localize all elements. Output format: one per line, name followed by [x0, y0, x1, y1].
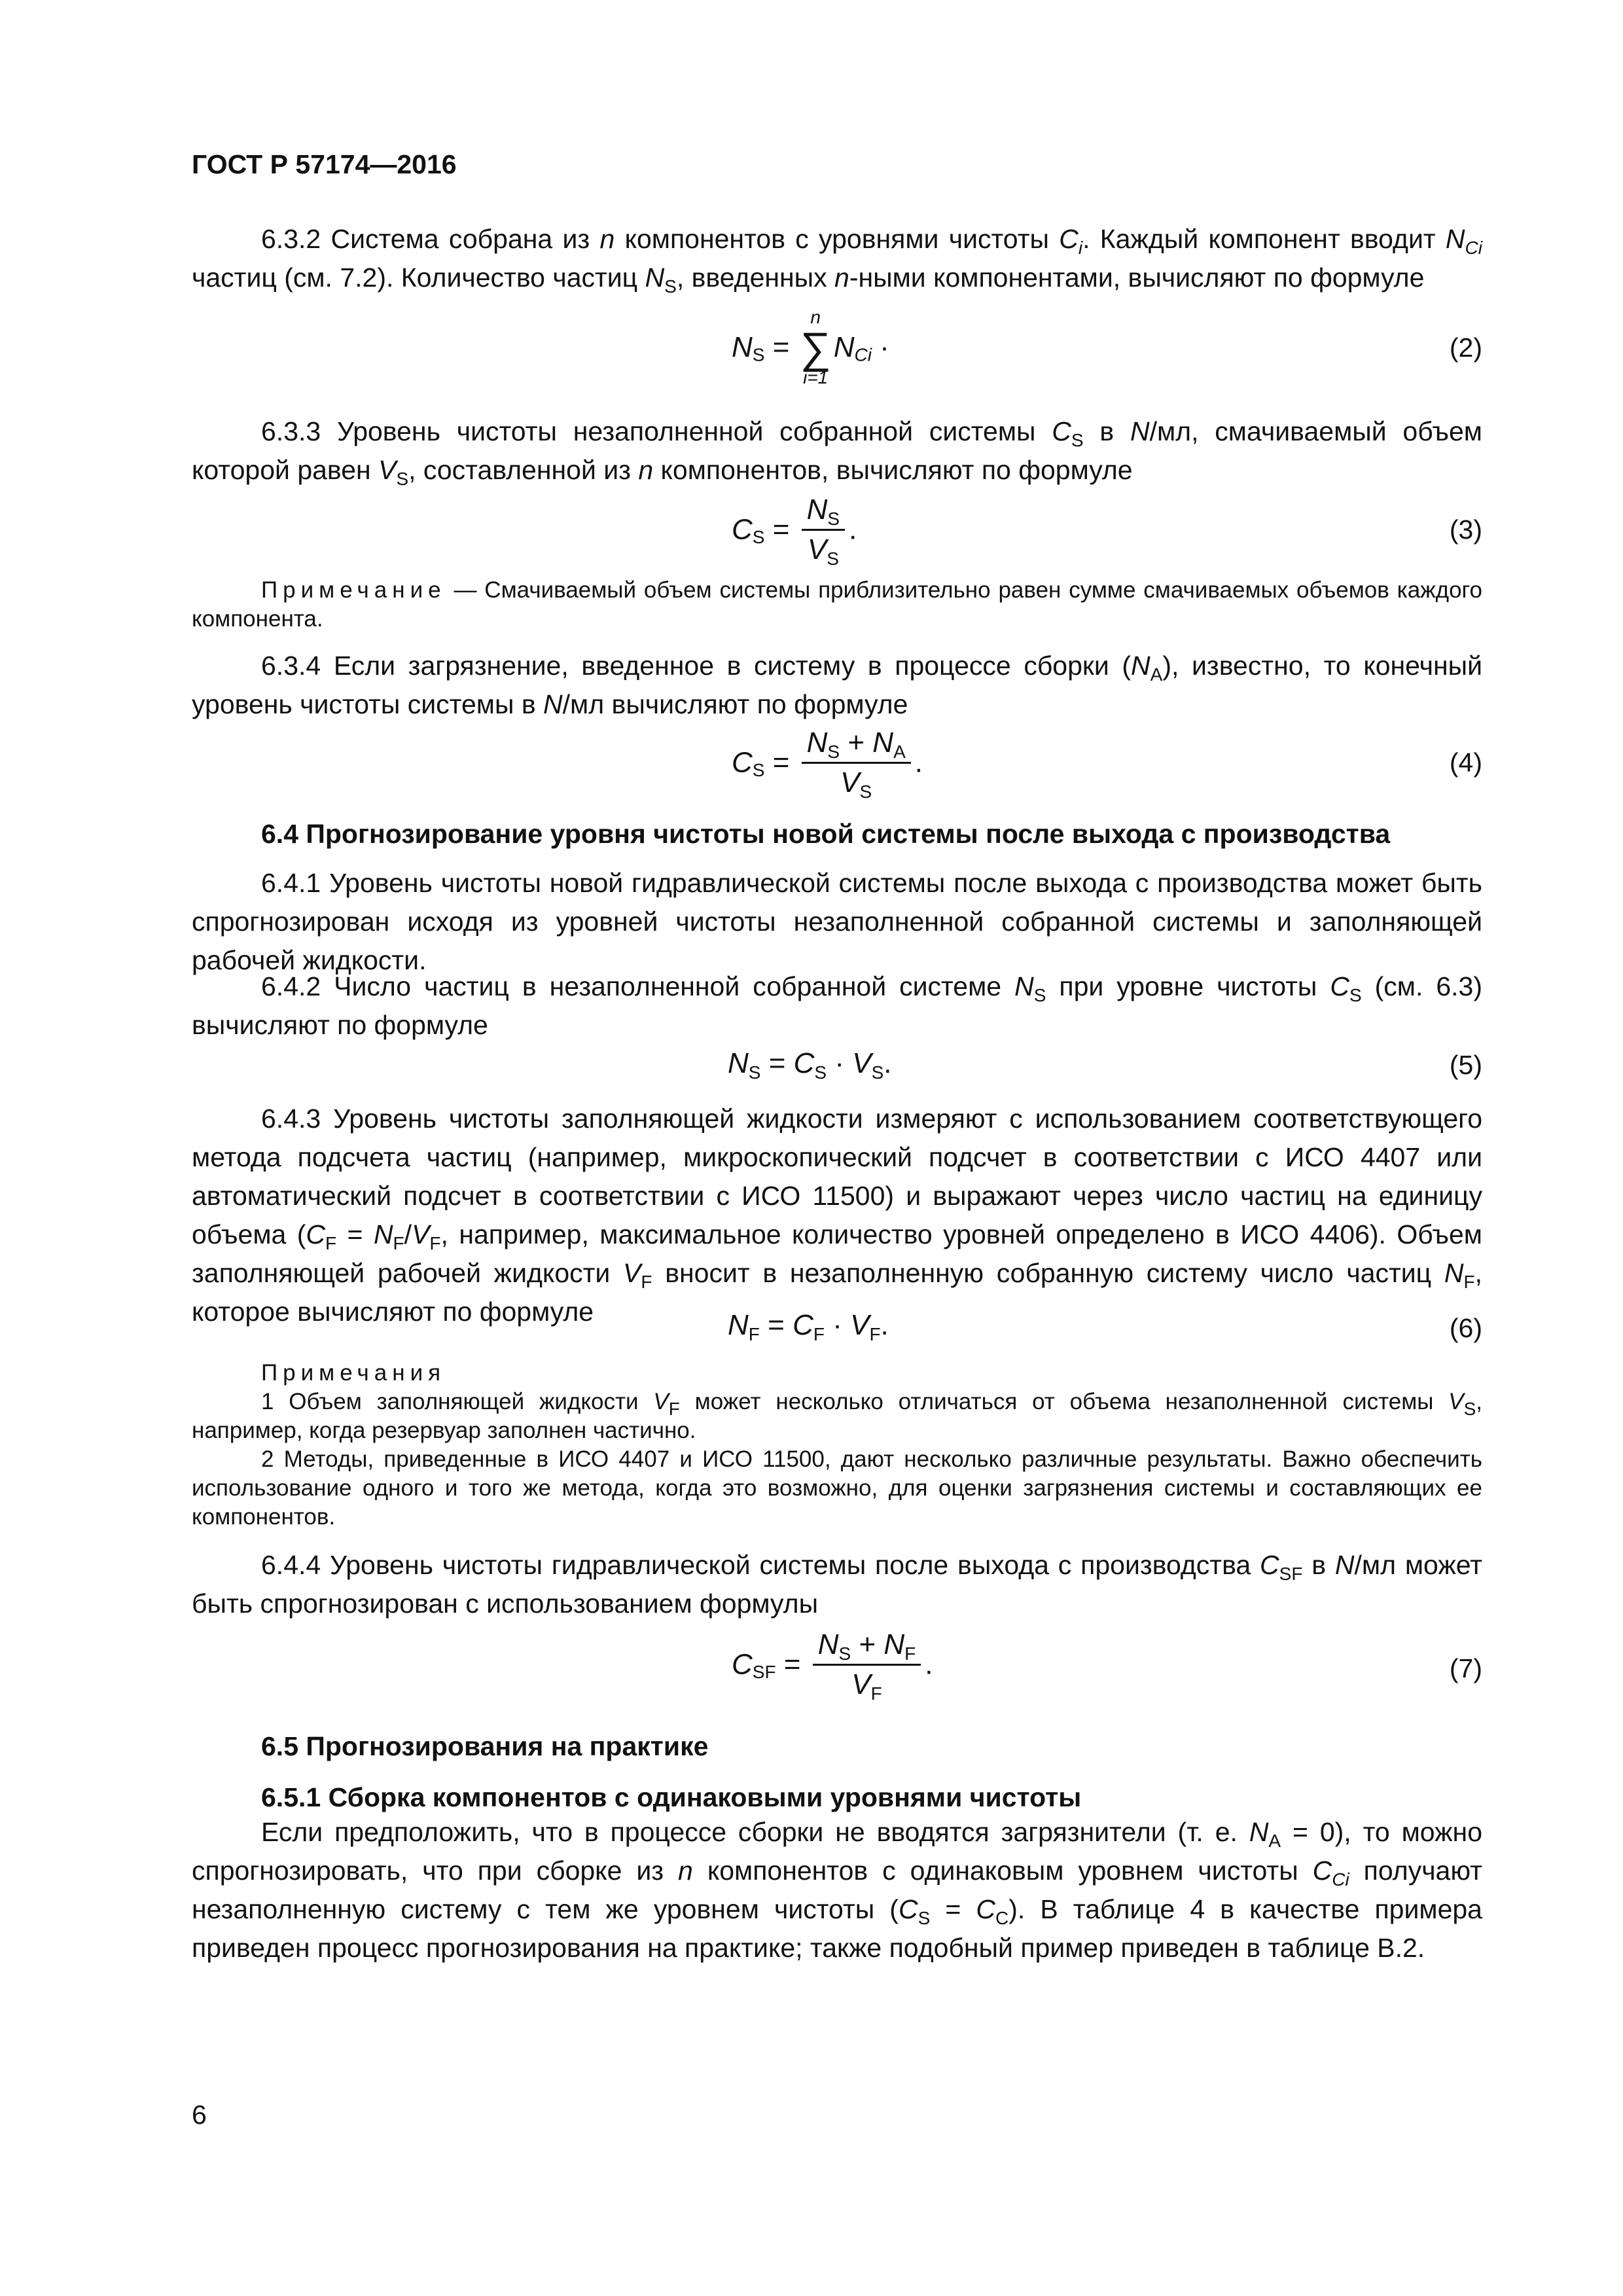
sub-a: A	[893, 742, 906, 762]
var-n: N	[728, 1309, 749, 1341]
sub-s: S	[871, 1062, 884, 1083]
var-n: N	[728, 1047, 749, 1079]
var-v: V	[840, 766, 860, 798]
var-n: N	[806, 726, 828, 759]
sub-s: S	[664, 276, 677, 296]
denominator	[802, 531, 845, 567]
standard-number: ГОСТ Р 57174—2016	[192, 149, 457, 179]
var-n: n	[834, 262, 849, 293]
var-c: C	[793, 1309, 813, 1341]
sub-s: S	[1349, 985, 1362, 1005]
formula-4	[732, 725, 923, 800]
text: компонентов с уровнями чистоты	[615, 224, 1060, 254]
text: в	[1302, 1550, 1335, 1580]
text: 1 Объем заполняющей жидкости	[261, 1389, 654, 1414]
text: -ными компонентами, вычисляют по формуле	[849, 262, 1425, 293]
sum-upper: n	[810, 307, 821, 327]
formula-6	[728, 1309, 889, 1342]
note-1	[192, 576, 1482, 634]
var-c: C	[1059, 224, 1079, 254]
paragraph-6-3-4	[192, 647, 1482, 724]
var-n: N	[872, 726, 894, 759]
var-v: V	[378, 455, 397, 485]
var-n: N	[1444, 1258, 1464, 1288]
text: может несколько отличаться от объема незаполненной системы	[679, 1389, 1449, 1414]
paragraph-6-4-1: 6.4.1 Уровень чистоты новой гидравлической системы после выхода с производства может быть спрогнозирован исходя из уровней чистоты незаполненной собранной системы и заполняющей рабочей жидкости.	[192, 868, 1482, 975]
text: 6.4.4 Уровень чистоты гидравлической системы после выхода с производства	[261, 1550, 1260, 1580]
multiply-dot: ·	[832, 1309, 842, 1341]
text: , составленной из	[408, 455, 639, 485]
period: .	[849, 513, 857, 546]
summation	[800, 308, 831, 387]
var-n: N	[543, 689, 563, 719]
var-n: N	[732, 331, 753, 363]
text: 6.3.3 Уровень чистоты незаполненной собранной системы	[261, 416, 1052, 446]
denominator	[802, 764, 911, 800]
numerator	[802, 492, 845, 531]
page-number: 6	[192, 2100, 207, 2130]
sub-f: F	[668, 1399, 680, 1419]
var-v: V	[412, 1219, 430, 1249]
sub-f: F	[393, 1233, 404, 1253]
var-c: C	[732, 1648, 753, 1681]
text: = 0), то можно спрогнозировать, что при сборке из	[192, 1817, 1483, 1886]
note-label: Примечание	[261, 577, 446, 603]
period: .	[883, 1047, 892, 1079]
period: .	[925, 1648, 933, 1681]
equation-number-6: (6)	[1449, 1313, 1482, 1343]
notes-label	[261, 1359, 446, 1388]
var-c: C	[898, 1894, 918, 1924]
sum-lower: i=1	[803, 367, 829, 387]
numerator	[802, 725, 911, 764]
text: 6.4.3 Уровень чистоты заполняющей жидкости измеряют с использованием соответствующего метода подсчета частиц (например, микроскопический подсчет в соответствии с ИСО 4407 или автоматический подсчет в соответствии с ИСО 11500) и выражают через число частиц на единицу объема (	[192, 1103, 1482, 1249]
text: при уровне чистоты	[1046, 971, 1330, 1001]
var-n: N	[1131, 651, 1150, 681]
equals-sign: =	[336, 1219, 374, 1249]
fraction	[813, 1627, 921, 1702]
paragraph-6-4-4	[192, 1546, 1482, 1623]
var-n: n	[599, 224, 615, 254]
equals-sign: =	[772, 746, 790, 779]
text: Если предположить, что в процессе сборки не вводятся загрязнители (т. е.	[261, 1817, 1249, 1847]
sub-s: S	[827, 742, 840, 762]
var-n: N	[833, 331, 855, 363]
multiply-dot: ·	[834, 1047, 844, 1079]
numerator	[813, 1627, 921, 1666]
paragraph-6-4-2	[192, 967, 1482, 1045]
sub-a: A	[1150, 664, 1163, 685]
var-n: N	[1249, 1817, 1269, 1847]
note-2-2: 2 Методы, приведенные в ИСО 4407 и ИСО 11500, дают несколько различные результаты. Важно обеспечить использование одного и того же метода, когда это возможно, для оценки загрязнения системы и составляющих ее компонентов.	[192, 1446, 1482, 1530]
var-n: N	[806, 493, 828, 526]
var-n: N	[1445, 224, 1465, 254]
equals-sign: =	[772, 513, 790, 546]
paragraph-6-5-1	[192, 1813, 1482, 1967]
sub-s: S	[918, 1908, 931, 1928]
text: 6.3.4 Если загрязнение, введенное в систему в процессе сборки (	[261, 651, 1132, 681]
text: частиц (см. 7.2). Количество частиц	[192, 262, 645, 293]
notes-label-text: Примечания	[261, 1360, 446, 1386]
sub-ci: Ci	[854, 344, 872, 365]
var-c: C	[732, 746, 753, 779]
equals-sign: =	[783, 1648, 801, 1681]
denominator	[813, 1666, 921, 1702]
sub-s: S	[396, 469, 409, 489]
sub-s: S	[827, 548, 839, 569]
text: 6.4.2 Число частиц в незаполненной собранной системе	[261, 971, 1015, 1001]
text: (см. 6.3) вычисляют по формуле	[192, 971, 1482, 1040]
var-n: N	[373, 1219, 393, 1249]
text: , например, когда резервуар заполнен частично.	[192, 1389, 1482, 1443]
sub-s: S	[752, 760, 765, 781]
var-n: n	[638, 455, 654, 485]
formula-2	[732, 308, 889, 387]
sub-s: S	[752, 527, 765, 548]
equation-number-2: (2)	[1449, 332, 1482, 363]
paragraph-6-3-2	[192, 220, 1482, 297]
var-v: V	[851, 1668, 871, 1700]
sub-s: S	[748, 1062, 761, 1083]
var-n: N	[645, 262, 665, 293]
sub-s: S	[827, 509, 840, 529]
sub-s: S	[1071, 430, 1084, 450]
text: /мл, смачиваемый объем которой равен	[192, 416, 1482, 485]
text: /мл может быть спрогнозирован с использованием формулы	[192, 1550, 1482, 1619]
text: . Каждый компонент вводит	[1082, 224, 1446, 254]
sub-f: F	[641, 1272, 652, 1292]
var-c: C	[1260, 1550, 1279, 1580]
fraction	[802, 725, 911, 800]
text: компонентов, вычисляют по формуле	[653, 455, 1133, 485]
var-v: V	[850, 1309, 870, 1341]
text: ). В таблице 4 в качестве примера приведен процесс прогнозирования на практике; также подобный пример приведен в таблице В.2.	[192, 1894, 1482, 1963]
plus-sign: +	[847, 726, 865, 759]
sub-ci: Ci	[1465, 238, 1482, 258]
formula-7	[732, 1627, 933, 1702]
sub-f: F	[870, 1683, 882, 1704]
var-n: n	[678, 1856, 693, 1886]
dot: ·	[880, 331, 889, 363]
text: компонентов с одинаковым уровнем чистоты	[692, 1856, 1313, 1886]
formula-3	[732, 492, 857, 567]
equals-sign: =	[768, 1047, 786, 1079]
text: , например, максимальное количество уровней определено в ИСО 4406). Объем заполняющей рабочей жидкости	[192, 1219, 1482, 1288]
text: ), известно, то конечный уровень чистоты системы в	[192, 651, 1482, 719]
var-c: C	[1312, 1856, 1332, 1886]
sub-s: S	[1033, 985, 1046, 1005]
plus-sign: +	[859, 1628, 876, 1660]
equation-number-4: (4)	[1449, 747, 1482, 778]
period: .	[880, 1309, 889, 1341]
note-2-1	[192, 1388, 1482, 1445]
text: 6.3.2 Система собрана из	[261, 224, 600, 254]
equation-number-3: (3)	[1449, 514, 1482, 545]
sub-s: S	[752, 344, 765, 365]
formula-5	[728, 1047, 892, 1083]
text: , которое вычисляют по формуле	[192, 1258, 1483, 1327]
sub-s: S	[1463, 1399, 1476, 1419]
sub-s: S	[814, 1062, 827, 1083]
var-n: N	[883, 1628, 905, 1660]
sub-f: F	[904, 1643, 916, 1664]
var-n: N	[1130, 416, 1150, 446]
heading-6-5: 6.5 Прогнозирования на практике	[261, 1731, 709, 1761]
sub-s: S	[838, 1643, 851, 1664]
var-n: N	[1014, 971, 1034, 1001]
var-c: C	[976, 1894, 995, 1924]
fraction	[802, 492, 845, 567]
var-v: V	[1448, 1389, 1464, 1414]
text: получают незаполненную систему с тем же уровнем чистоты (	[192, 1856, 1482, 1924]
sub-ci: Ci	[1332, 1869, 1349, 1890]
equation-number-5: (5)	[1449, 1050, 1482, 1080]
sub-i: i	[1078, 238, 1083, 258]
slash: /	[404, 1219, 412, 1249]
sub-f: F	[813, 1324, 825, 1344]
sub-f: F	[1463, 1272, 1475, 1292]
sub-f: F	[748, 1324, 760, 1344]
text: в	[1083, 416, 1130, 446]
equals-sign: =	[768, 1309, 785, 1341]
var-n: N	[1334, 1550, 1355, 1580]
sub-sf: SF	[1279, 1564, 1303, 1584]
text: вносит в незаполненную собранную систему число частиц	[652, 1258, 1444, 1288]
sub-f: F	[869, 1324, 881, 1344]
var-v: V	[852, 1047, 872, 1079]
var-c: C	[793, 1047, 815, 1079]
sub-a: A	[1268, 1831, 1281, 1851]
paragraph-6-3-3	[192, 412, 1482, 490]
heading-6-4: 6.4 Прогнозирование уровня чистоты новой системы после выхода с производства	[261, 819, 1391, 849]
var-c: C	[1052, 416, 1071, 446]
var-c: C	[732, 513, 753, 546]
paragraph-6-4-3	[192, 1100, 1482, 1331]
var-v: V	[807, 533, 827, 565]
heading-6-5-1: 6.5.1 Сборка компонентов с одинаковыми уровнями чистоты	[261, 1782, 1082, 1812]
equals-sign: =	[930, 1894, 976, 1924]
equals-sign: =	[772, 331, 790, 363]
var-v: V	[653, 1389, 669, 1414]
sub-s: S	[859, 781, 872, 802]
equation-number-7: (7)	[1449, 1653, 1482, 1683]
var-v: V	[623, 1258, 641, 1288]
note-text: — Смачиваемый объем системы приблизительно равен сумме смачиваемых объемов каждого компонента.	[192, 577, 1482, 632]
sub-f: F	[325, 1233, 337, 1253]
sub-c: C	[995, 1908, 1009, 1928]
text: /мл вычисляют по формуле	[562, 689, 908, 719]
var-c: C	[306, 1219, 326, 1249]
sigma-symbol: ∑	[800, 323, 831, 372]
var-n: N	[817, 1628, 839, 1660]
period: .	[914, 746, 923, 779]
var-c: C	[1330, 971, 1349, 1001]
sub-f: F	[429, 1233, 441, 1253]
sub-sf: SF	[752, 1662, 776, 1683]
text: , введенных	[676, 262, 835, 293]
